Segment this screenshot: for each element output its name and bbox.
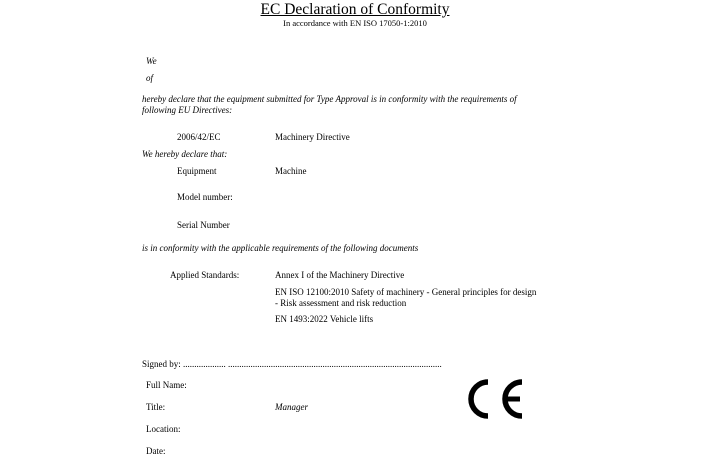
applied-standards-label: Applied Standards: xyxy=(170,270,240,280)
full-name-label: Full Name: xyxy=(146,380,187,390)
document-title: EC Declaration of Conformity xyxy=(260,1,450,18)
title-value: Manager xyxy=(275,402,308,412)
equipment-value: Machine xyxy=(275,166,307,176)
signed-by-line: Signed by: ................... ............................................................................................... xyxy=(142,359,442,369)
model-number-label: Model number: xyxy=(177,192,233,202)
equipment-label: Equipment xyxy=(177,166,217,176)
we-hereby-declare: We hereby declare that: xyxy=(142,149,228,159)
standard-item: - Risk assessment and risk reduction xyxy=(275,298,407,308)
directive-name: Machinery Directive xyxy=(275,132,350,142)
conformity-line: is in conformity with the applicable requirements of the following documents xyxy=(142,243,419,253)
document-subtitle: In accordance with EN ISO 17050-1:2010 xyxy=(283,18,427,28)
ce-mark-icon xyxy=(462,374,526,424)
location-label: Location: xyxy=(146,424,181,434)
ce-mark-c-shape xyxy=(471,382,488,416)
standard-item: EN 1493:2022 Vehicle lifts xyxy=(275,314,374,324)
date-label: Date: xyxy=(146,446,166,456)
of-label: of xyxy=(146,73,154,83)
declaration-line-2: following EU Directives: xyxy=(142,105,233,115)
standard-item: Annex I of the Machinery Directive xyxy=(275,270,405,280)
title-label: Title: xyxy=(146,402,166,412)
serial-number-label: Serial Number xyxy=(177,220,230,230)
we-label: We xyxy=(146,56,157,66)
directive-code: 2006/42/EC xyxy=(177,132,221,142)
standard-item: EN ISO 12100:2010 Safety of machinery - General principles for design xyxy=(275,287,537,297)
declaration-line-1: hereby declare that the equipment submitted for Type Approval is in conformity with the requirements of xyxy=(142,94,517,104)
